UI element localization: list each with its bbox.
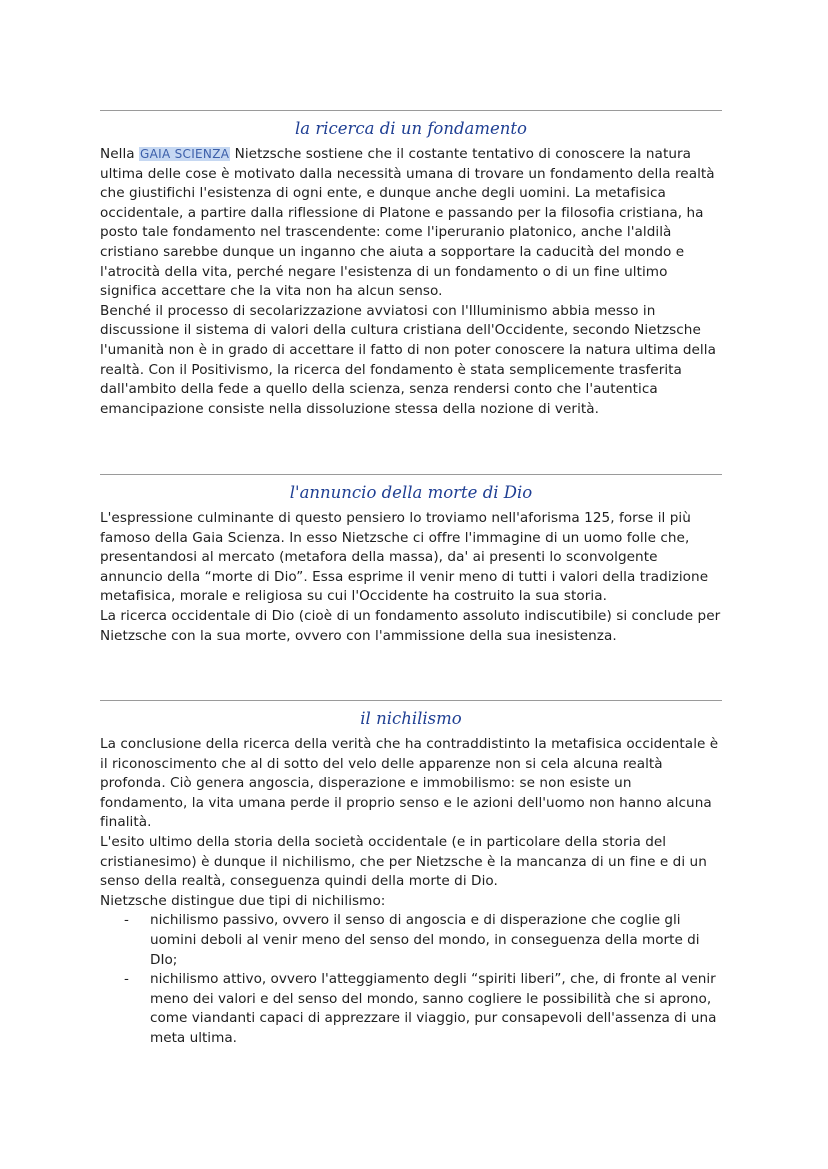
- paragraph: La ricerca occidentale di Dio (cioè di un fondamento assoluto indiscutibile) si conclude per Nietzsche con la sua morte, ovvero con l'ammissione della sua inesistenza.: [100, 607, 721, 644]
- section-divider: [100, 700, 722, 701]
- list-item: [124, 970, 722, 1048]
- section-nichilismo: [100, 700, 722, 1049]
- paragraph: [100, 145, 722, 302]
- section-title: la ricerca di un fondamento: [295, 119, 527, 138]
- paragraph-prefix: Nella: [100, 146, 140, 162]
- list-item-text: nichilismo attivo, ovvero l'atteggiamento degli “spiriti liberi”, che, di fronte al venir meno dei valori e del senso del mondo, sanno cogliere le possibilità che si aprono, come viandanti capaci di apprezzare il viaggio, pur consapevoli dell'assenza di una meta ultima.: [150, 971, 717, 1046]
- paragraph: Benché il processo di secolarizzazione avviatosi con l'Illuminismo abbia messo in discussione il sistema di valori della cultura cristiana dell'Occidente, secondo Nietzsche l'umanità non è in grado di accettare il fatto di non poter conoscere la natura ultima della realtà. Con il Positivismo, la ricerca del fondamento è stata semplicemente trasferita dall'ambito della fede a quello della scienza, senza rendersi conto che l'autentica emancipazione consiste nella dissoluzione stessa della nozione di verità.: [100, 302, 716, 417]
- section-divider: [100, 474, 722, 475]
- list-marker: -: [124, 912, 129, 929]
- paragraph: Nietzsche distingue due tipi di nichilismo:: [100, 892, 386, 909]
- highlighted-text: GAIA SCIENZA: [140, 147, 230, 161]
- section-morte-di-dio: [100, 474, 722, 646]
- section-title: il nichilismo: [360, 709, 462, 728]
- section-ricerca-fondamento: [100, 110, 722, 419]
- paragraph-rest: Nietzsche sostiene che il costante tentativo di conoscere la natura ultima delle cose è motivato dalla necessità umana di trovare un fondamento della realtà che giustifichi l'esistenza di ogni ente, e dunque anche degli uomini. La metafisica occidentale, a partire dalla riflessione di Platone e passando per la filosofia cristiana, ha posto tale fondamento nel trascendente: come l'iperuranio platonico, anche l'aldilà cristiano sarebbe dunque un inganno che aiuta a sopportare la caducità del mondo e l'atrocità della vita, perché negare l'esistenza di un fondamento o di un fine ultimo significa accettare che la vita non ha alcun senso.: [100, 146, 715, 300]
- list-marker: -: [124, 971, 129, 988]
- paragraph: L'espressione culminante di questo pensiero lo troviamo nell'aforisma 125, forse il più famoso della Gaia Scienza. In esso Nietzsche ci offre l'immagine di un uomo folle che, presentandosi al mercato (metafora della massa), da' ai presenti lo sconvolgente annuncio della “morte di Dio”. Essa esprime il venir meno di tutti i valori della tradizione metafisica, morale e religiosa su cui l'Occidente ha costruito la sua storia.: [100, 510, 709, 605]
- paragraph: La conclusione della ricerca della verità che ha contraddistinto la metafisica occidentale è il riconoscimento che al di sotto del velo delle apparenze non si cela alcuna realtà profonda. Ciò genera angoscia, disperazione e immobilismo: se non esiste un fondamento, la vita umana perde il proprio senso e le azioni dell'uomo non hanno alcuna finalità.: [100, 736, 719, 831]
- list-item: [124, 911, 722, 970]
- section-title: l'annuncio della morte di Dio: [289, 483, 533, 502]
- list-item-text: nichilismo passivo, ovvero il senso di angoscia e di disperazione che coglie gli uomini deboli al venir meno del senso del mondo, in conseguenza della morte di DIo;: [150, 912, 700, 968]
- nichilismo-types-list: [100, 911, 722, 1048]
- paragraph: L'esito ultimo della storia della società occidentale (e in particolare della storia del cristianesimo) è dunque il nichilismo, che per Nietzsche è la mancanza di un fine e di un senso della realtà, conseguenza quindi della morte di Dio.: [100, 833, 707, 890]
- section-divider: [100, 110, 722, 111]
